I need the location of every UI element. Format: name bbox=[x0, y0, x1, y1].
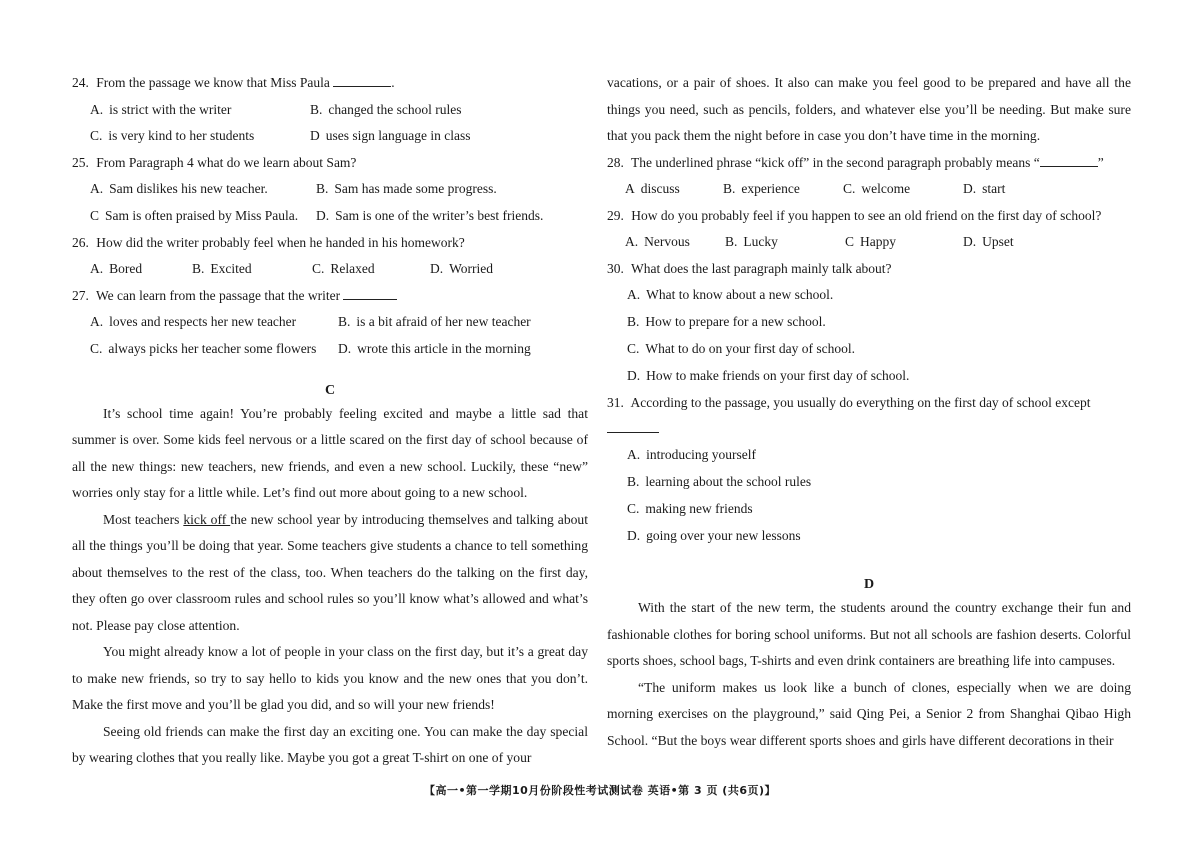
page-footer: 【高一•第一学期10月份阶段性考试测试卷 英语•第 3 页 (共6页)】 bbox=[423, 784, 777, 797]
left-column bbox=[72, 70, 588, 772]
section-c-heading: C bbox=[324, 382, 336, 398]
option-a: A. introducing yourself bbox=[627, 447, 756, 463]
question-27-stem: We can learn from the passage that the writer bbox=[96, 287, 341, 303]
section-d-heading: D bbox=[863, 577, 875, 593]
question-24-stem: From the passage we know that Miss Paula bbox=[96, 75, 330, 90]
option-d: D. start bbox=[963, 181, 1006, 197]
option-b: B. learning about the school rules bbox=[627, 474, 812, 490]
option-c: C. making new friends bbox=[627, 500, 753, 516]
option-c: C Happy bbox=[845, 234, 897, 250]
option-b: B. is a bit afraid of her new teacher bbox=[338, 314, 531, 330]
question-30: 30. What does the last paragraph mainly talk about? bbox=[607, 260, 892, 276]
option-d: D. How to make friends on your first day of school. bbox=[627, 367, 910, 383]
option-d: D. going over your new lessons bbox=[627, 527, 801, 543]
option-d: D. Upset bbox=[963, 234, 1014, 250]
question-29-options bbox=[607, 229, 1131, 256]
question-29: 29. How do you probably feel if you happen to see an old friend on the first day of school? bbox=[607, 207, 1102, 223]
passage-c-paragraph-4-continued: vacations, or a pair of shoes. It also can make you feel good to be prepared and have all the things you need, such as pencils, folders, and whatever else you’ll be needing. But make sure that you pack them the night before in case you don’t have time in the morning. bbox=[607, 75, 1131, 143]
passage-c-paragraph-2: Most teachers kick off the new school year by introducing themselves and talking about all the things you’ll be doing that year. Some teachers give students a chance to tell something about themselves to the rest of the class, too. When teachers do the talking on the first day, they often go over classroom rules and school rules so you’ll know what’s allowed and what’s not. Please pay close attention. bbox=[72, 511, 588, 633]
passage-d-paragraph-2: “The uniform makes us look like a bunch of clones, especially when we are doing morning exercises on the playground,” said Qing Pei, a Senior 2 from Shanghai Qibao High School. “But the boys wear different sports shoes and girls have different decorations in their bbox=[607, 679, 1131, 748]
option-b: B. experience bbox=[723, 181, 800, 197]
question-25: 25. From Paragraph 4 what do we learn about Sam? bbox=[72, 154, 357, 170]
answer-blank bbox=[1040, 152, 1098, 167]
option-d: D. Sam is one of the writer’s best friends. bbox=[316, 207, 544, 223]
question-26-options bbox=[72, 256, 588, 283]
option-a: A discuss bbox=[625, 181, 680, 197]
option-b: B. Lucky bbox=[725, 234, 778, 250]
option-a: A. is strict with the writer bbox=[90, 101, 232, 117]
answer-blank bbox=[607, 418, 659, 433]
question-31-stem: According to the passage, you usually do everything on the first day of school except bbox=[630, 394, 1091, 410]
question-27-options-row-1 bbox=[72, 309, 588, 336]
option-d: D. wrote this article in the morning bbox=[338, 340, 531, 356]
underlined-phrase: kick off bbox=[183, 511, 231, 527]
option-c: C Sam is often praised by Miss Paula. bbox=[90, 207, 299, 223]
option-d: D uses sign language in class bbox=[310, 128, 471, 144]
question-31: 31. According to the passage, you usually do everything on the first day of school except bbox=[607, 394, 1091, 410]
question-24: 24. From the passage we know that Miss Paula . bbox=[72, 70, 588, 97]
option-c: C. is very kind to her students bbox=[90, 128, 255, 144]
option-a: A. loves and respects her new teacher bbox=[90, 314, 297, 330]
option-b: B. How to prepare for a new school. bbox=[627, 314, 826, 330]
question-28: 28. The underlined phrase “kick off” in the second paragraph probably means “ ” bbox=[607, 150, 1131, 177]
passage-c-paragraph-4: Seeing old friends can make the first day an exciting one. You can make the day special by wearing clothes that you really like. Maybe you got a great T-shirt on one of your bbox=[72, 723, 588, 766]
question-27-options-row-2 bbox=[72, 336, 588, 363]
option-c: C. welcome bbox=[843, 181, 911, 197]
passage-d-paragraph-1: With the start of the new term, the students around the country exchange their fun and fashionable clothes for boring school uniforms. But not all schools are fashion deserts. Colorful sports shoes, school bags, T-shirts and even drink containers are breathing life into campuses. bbox=[607, 600, 1131, 669]
option-b: B. Excited bbox=[192, 261, 252, 277]
passage-c-paragraph-1: It’s school time again! You’re probably feeling excited and maybe a little sad that summer is over. Some kids feel nervous or a little scared on the first day of school because of all the new things: new teachers, new friends, and even a new school. Luckily, these “new” worries only stay for a little while. Let’s find out more about going to a new school. bbox=[72, 405, 588, 501]
option-c: C. What to do on your first day of school. bbox=[627, 341, 855, 357]
option-a: A. Sam dislikes his new teacher. bbox=[90, 181, 268, 197]
question-28-options bbox=[607, 176, 1131, 203]
question-24-options-row-1 bbox=[72, 97, 588, 124]
option-b: B. Sam has made some progress. bbox=[316, 181, 497, 197]
question-25-options-row-2 bbox=[72, 203, 588, 230]
question-26-stem: How did the writer probably feel when he handed in his homework? bbox=[96, 234, 465, 250]
question-25-options-row-1 bbox=[72, 176, 588, 203]
option-a: A. Bored bbox=[90, 261, 143, 277]
question-25-stem: From Paragraph 4 what do we learn about Sam? bbox=[96, 154, 357, 170]
right-column bbox=[607, 70, 1131, 754]
option-c: C. always picks her teacher some flowers bbox=[90, 340, 317, 356]
option-d: D. Worried bbox=[430, 261, 494, 277]
question-24-options-row-2 bbox=[72, 123, 588, 150]
answer-blank bbox=[343, 285, 397, 300]
question-30-stem: What does the last paragraph mainly talk about? bbox=[631, 260, 892, 276]
option-a: A. What to know about a new school. bbox=[627, 287, 834, 303]
question-28-stem: The underlined phrase “kick off” in the second paragraph probably means “ bbox=[631, 154, 1040, 170]
question-27: 27. We can learn from the passage that the writer bbox=[72, 283, 588, 310]
option-b: B. changed the school rules bbox=[310, 101, 462, 117]
answer-blank bbox=[333, 72, 391, 87]
option-a: A. Nervous bbox=[625, 234, 690, 250]
question-29-stem: How do you probably feel if you happen to see an old friend on the first day of school? bbox=[631, 207, 1102, 223]
question-26: 26. How did the writer probably feel when he handed in his homework? bbox=[72, 234, 465, 250]
option-c: C. Relaxed bbox=[312, 261, 375, 277]
passage-c-paragraph-3: You might already know a lot of people in your class on the first day, but it’s a great day to make new friends, so try to say hello to kids you know and the new ones that you don’t. Make the first move and you’ll be glad you did, and so will your new friends! bbox=[72, 644, 588, 713]
